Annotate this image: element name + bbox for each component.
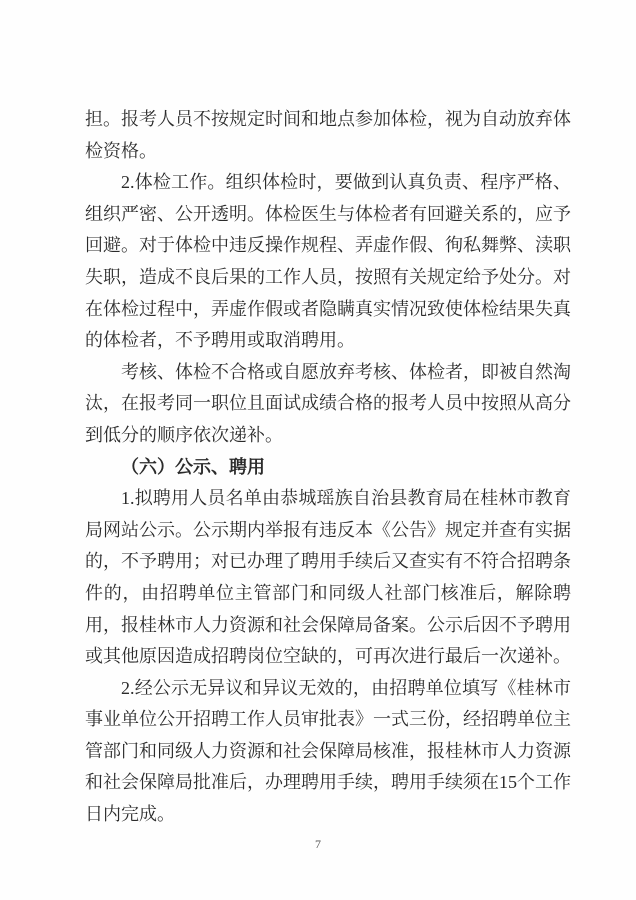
paragraph-medical-check: 2.体检工作。组织体检时，要做到认真负责、程序严格、组织严密、公开透明。体检医生与体检者有回避关系的，应予回避。对于体检中违反操作规程、弄虚作假、徇私舞弊、渎职失职，造成不良后果的工作人员，按照有关规定给予处分。对在体检过程中，弄虚作假或者隐瞒真实情况致使体检结果失真的体检者，不予聘用或取消聘用。 [85, 172, 571, 351]
page-number: 7 [315, 837, 321, 851]
paragraph-hiring-procedure: 2.经公示无异议和异议无效的，由招聘单位填写《桂林市事业单位公开招聘工作人员审批表》一式三份，经招聘单位主管部门和同级人力资源和社会保障局核准，报桂林市人力资源和社会保障局批准后，办理聘用手续，聘用手续须在15个工作日内完成。 [85, 677, 571, 825]
document-body [85, 104, 571, 831]
paragraph-continued: 担。报考人员不按规定时间和地点参加体检，视为自动放弃体检资格。 [85, 109, 571, 161]
section-heading: （六）公示、聘用 [121, 456, 265, 477]
paragraph-replacement-rule: 考核、体检不合格或自愿放弃考核、体检者，即被自然淘汰，在报考同一职位且面试成绩合格的报考人员中按照从高分到低分的顺序依次递补。 [85, 361, 571, 445]
paragraph-public-notice: 1.拟聘用人员名单由恭城瑶族自治县教育局在桂林市教育局网站公示。公示期内举报有违反本《公告》规定并查有实据的，不予聘用；对已办理了聘用手续后又查实有不符合招聘条件的，由招聘单位主管部门和同级人社部门核准后，解除聘用，报桂林市人力资源和社会保障局备案。公示后因不予聘用或其他原因造成招聘岗位空缺的，可再次进行最后一次递补。 [85, 488, 571, 667]
